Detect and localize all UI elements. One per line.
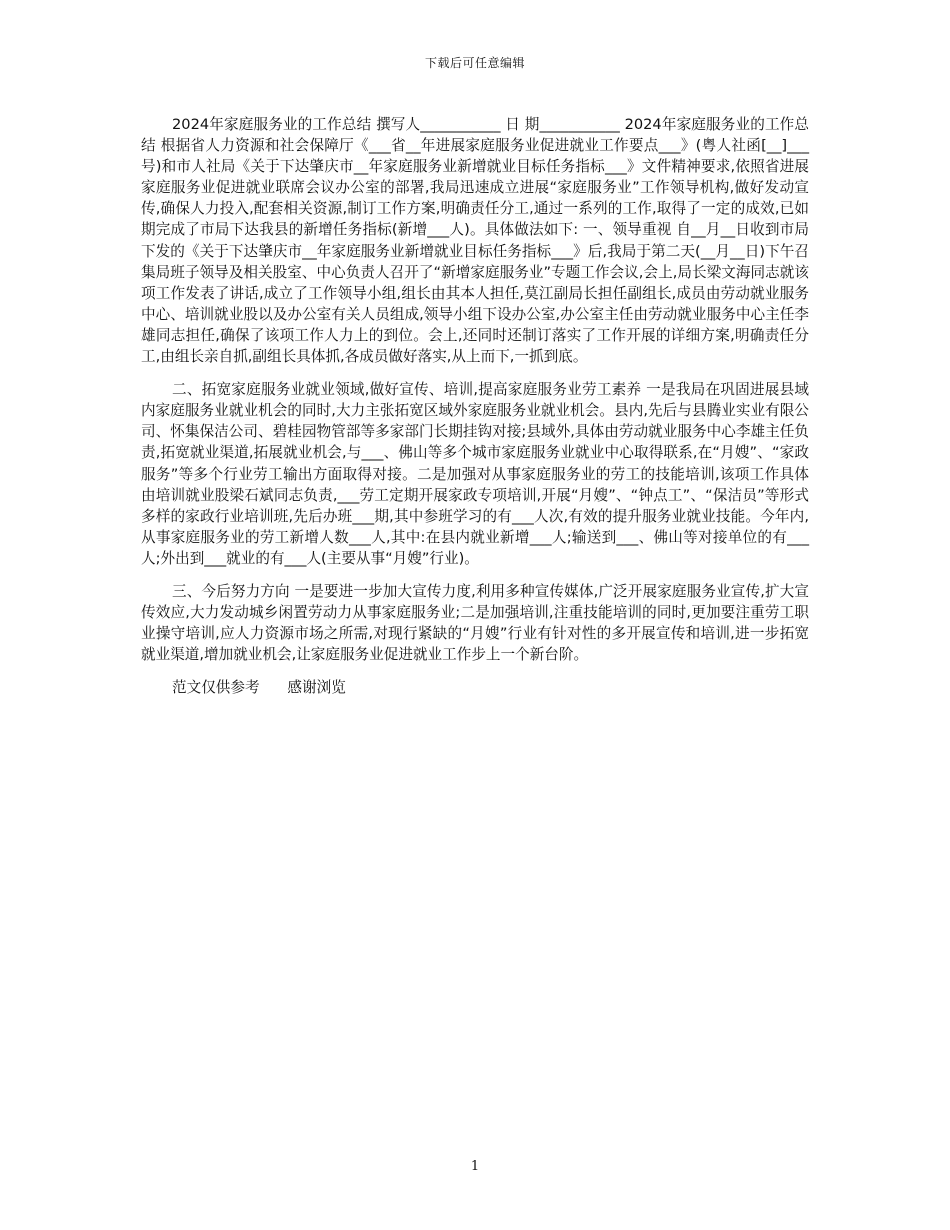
page-header-note: 下载后可任意编辑 [424,56,525,70]
paragraph-1: 2024年家庭服务业的工作总结 撰写人___________ 日 期___________ 2024年家庭服务业的工作总结 根据省人力资源和社会保障厅《___省__年进展家庭服务业促进就业工作要点___》(粤人社函[__]___号)和市人社局《关于下达肇庆市__年家庭服务业新增就业目标任务指标___》文件精神要求,依照省进展家庭服务业促进就业联席会议办公室的部署,我局迅速成立进展“家庭服务业”工作领导机构,做好发动宣传,确保人力投入,配套相关资源,制订工作方案,明确责任分工,通过一系列的工作,取得了一定的成效,已如期完成了市局下达我县的新增任务指标(新增___人)。具体做法如下: 一、领导重视 自__月__日收到市局下发的《关于下达肇庆市__年家庭服务业新增就业目标任务指标___》后,我局于第二天(__月__日)下午召集局班子领导及相关股室、中心负责人召开了“新增家庭服务业”专题工作会议,会上,局长梁文海同志就该项工作发表了讲话,成立了工作领导小组,组长由其本人担任,莫江副局长担任副组长,成员由劳动就业服务中心、培训就业股以及办公室有关人员组成,领导小组下设办公室,办公室主任由劳动就业服务中心主任李雄同志担任,确保了该项工作人力上的到位。会上,还同时还制订落实了工作开展的详细方案,明确责任分工,由组长亲自抓,副组长具体抓,各成员做好落实,从上而下,一抓到底。 [141,116,809,366]
paragraph-2: 二、拓宽家庭服务业就业领域,做好宣传、培训,提高家庭服务业劳工素养 一是我局在巩固进展县域内家庭服务业就业机会的同时,大力主张拓宽区域外家庭服务业就业机会。县内,先后与县腾业实业有限公司、怀集保洁公司、碧桂园物管部等多家部门长期挂钩对接;县域外,具体由劳动就业服务中心李雄主任负责,拓宽就业渠道,拓展就业机会,与___、佛山等多个城市家庭服务业就业中心取得联系,在“月嫂”、“家政服务”等多个行业劳工输出方面取得对接。二是加强对从事家庭服务业的劳工的技能培训,该项工作具体由培训就业股梁石斌同志负责,___劳工定期开展家政专项培训,开展“月嫂”、“钟点工”、“保洁员”等形式多样的家政行业培训班,先后办班___期,其中参班学习的有___人次,有效的提升服务业就业技能。今年内,从事家庭服务业的劳工新增人数___人,其中:在县内就业新增___人;输送到___、佛山等对接单位的有___人;外出到___就业的有___人(主要从事“月嫂”行业)。 [141,381,809,567]
document-body [141,114,809,698]
paragraph-3: 三、今后努力方向 一是要进一步加大宣传力度,利用多种宣传媒体,广泛开展家庭服务业宣传,扩大宣传效应,大力发动城乡闲置劳动力从事家庭服务业;二是加强培训,注重技能培训的同时,更加要注重劳工职业操守培训,应人力资源市场之所需,对现行紧缺的“月嫂”行业有针对性的多开展宣传和培训,进一步拓宽就业渠道,增加就业机会,让家庭服务业促进就业工作步上一个新台阶。 [141,582,809,664]
page-number: 1 [470,1159,480,1174]
closing-note-thanks: 感谢浏览 [287,679,346,697]
closing-note-reference: 范文仅供参考 [172,679,260,697]
closing-line [141,677,809,698]
